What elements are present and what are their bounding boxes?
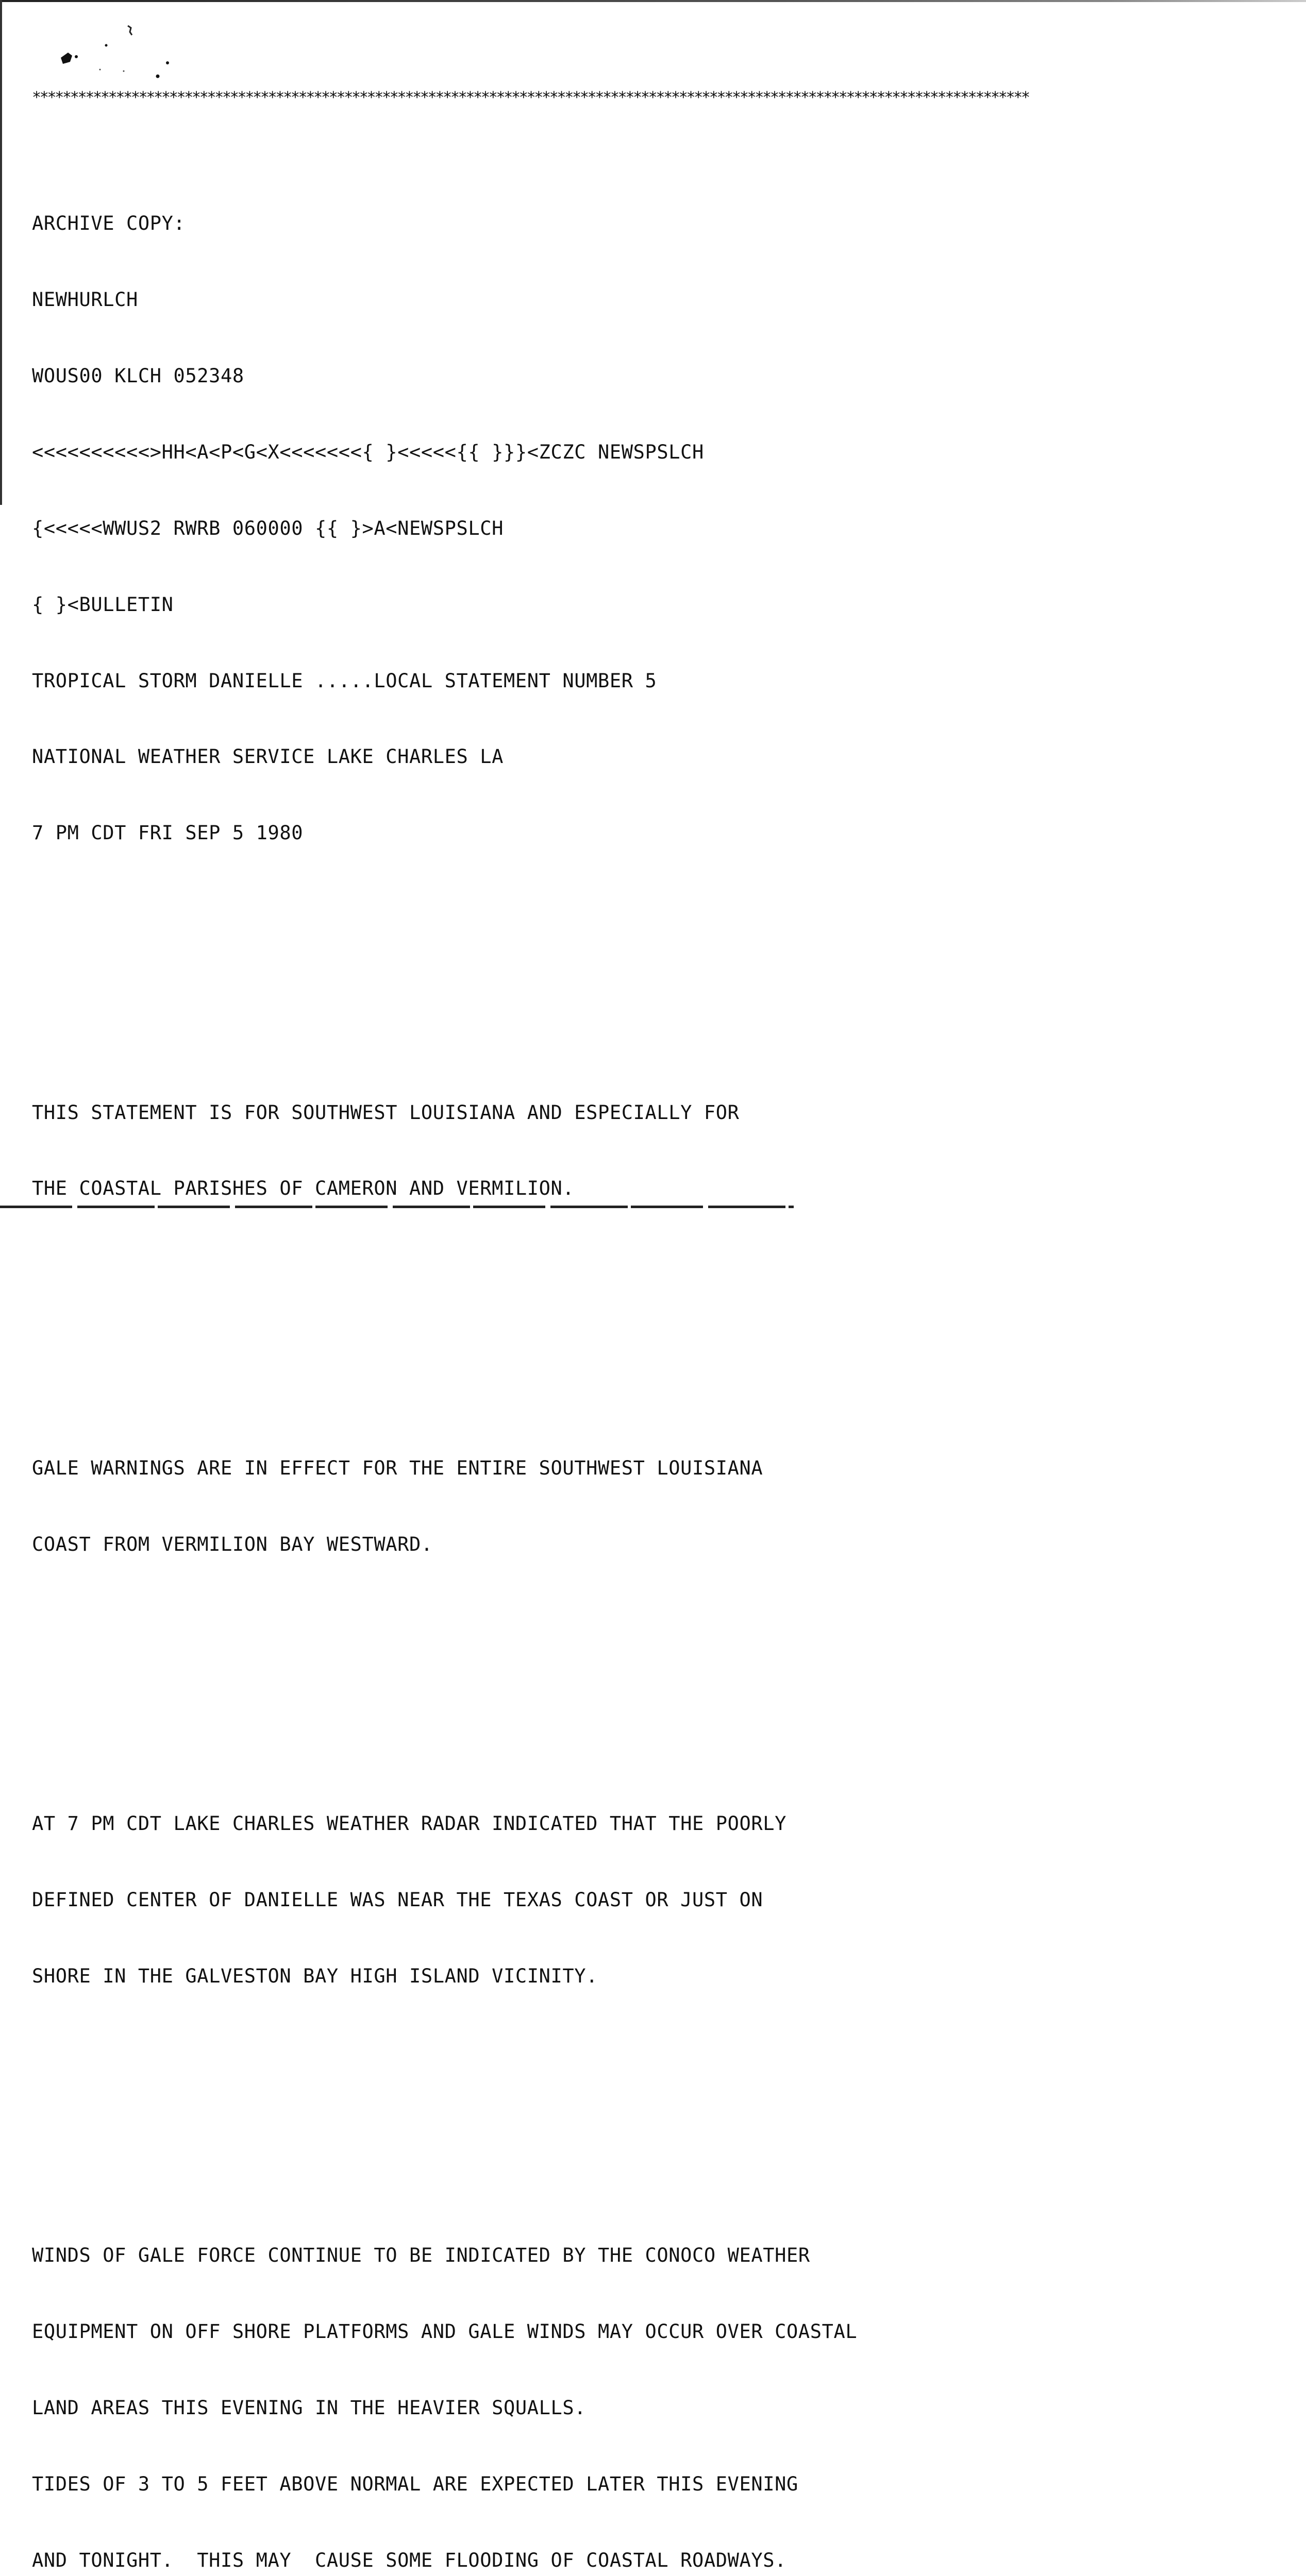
paragraph-line: DEFINED CENTER OF DANIELLE WAS NEAR THE TEXAS COAST OR JUST ON xyxy=(32,1888,763,1911)
bulletin-text xyxy=(32,109,960,2576)
paragraph-gap xyxy=(32,947,960,973)
scan-specks xyxy=(57,21,180,82)
bulletin-header xyxy=(32,160,960,897)
asterisk-separator: *********************************************************************************************************************************** xyxy=(32,89,1029,107)
paragraph-line: AT 7 PM CDT LAKE CHARLES WEATHER RADAR INDICATED THAT THE POORLY xyxy=(32,1812,787,1835)
paragraph-gale-warnings xyxy=(32,1404,960,1607)
paragraph-line: EQUIPMENT ON OFF SHORE PLATFORMS AND GALE WINDS MAY OCCUR OVER COASTAL xyxy=(32,2320,858,2343)
header-line: NATIONAL WEATHER SERVICE LAKE CHARLES LA xyxy=(32,745,504,768)
paragraph-line: THIS STATEMENT IS FOR SOUTHWEST LOUISIANA AND ESPECIALLY FOR xyxy=(32,1101,740,1124)
paragraph-line: LAND AREAS THIS EVENING IN THE HEAVIER SQUALLS. xyxy=(32,2396,587,2419)
paragraph-line: TIDES OF 3 TO 5 FEET ABOVE NORMAL ARE EXPECTED LATER THIS EVENING xyxy=(32,2472,798,2495)
header-line: ARCHIVE COPY: xyxy=(32,212,186,235)
paragraph-line: AND TONIGHT. THIS MAY CAUSE SOME FLOODING OF COASTAL ROADWAYS. xyxy=(32,2549,787,2571)
header-line: TROPICAL STORM DANIELLE .....LOCAL STATEMENT NUMBER 5 xyxy=(32,669,657,692)
paragraph-winds-tides xyxy=(32,2192,960,2576)
paragraph-line: COAST FROM VERMILION BAY WESTWARD. xyxy=(32,1533,433,1555)
paragraph-scope xyxy=(32,1049,960,1252)
header-line: 7 PM CDT FRI SEP 5 1980 xyxy=(32,822,304,844)
header-line: WOUS00 KLCH 052348 xyxy=(32,364,244,387)
paragraph-gap xyxy=(32,1303,960,1328)
paragraph-gap xyxy=(32,2090,960,2115)
paragraph-line: GALE WARNINGS ARE IN EFFECT FOR THE ENTIRE SOUTHWEST LOUISIANA xyxy=(32,1456,763,1479)
scan-edge-top xyxy=(0,0,1306,2)
header-line: { }<BULLETIN xyxy=(32,593,174,616)
scan-edge-left xyxy=(0,0,2,505)
header-line: NEWHURLCH xyxy=(32,289,138,311)
paragraph-line: THE COASTAL PARISHES OF CAMERON AND VERMILION. xyxy=(32,1177,575,1200)
header-line: <<<<<<<<<<>HH<A<P<G<X<<<<<<<{ }<<<<<{{ }}}<ZCZC NEWSPSLCH xyxy=(32,440,704,463)
paragraph-radar xyxy=(32,1760,960,2039)
header-line: {<<<<<WWUS2 RWRB 060000 {{ }>A<NEWSPSLCH xyxy=(32,517,504,539)
paragraph-gap xyxy=(32,1658,960,1684)
paragraph-line: WINDS OF GALE FORCE CONTINUE TO BE INDICATED BY THE CONOCO WEATHER xyxy=(32,2244,810,2266)
paragraph-line: SHORE IN THE GALVESTON BAY HIGH ISLAND VICINITY. xyxy=(32,1964,598,1987)
